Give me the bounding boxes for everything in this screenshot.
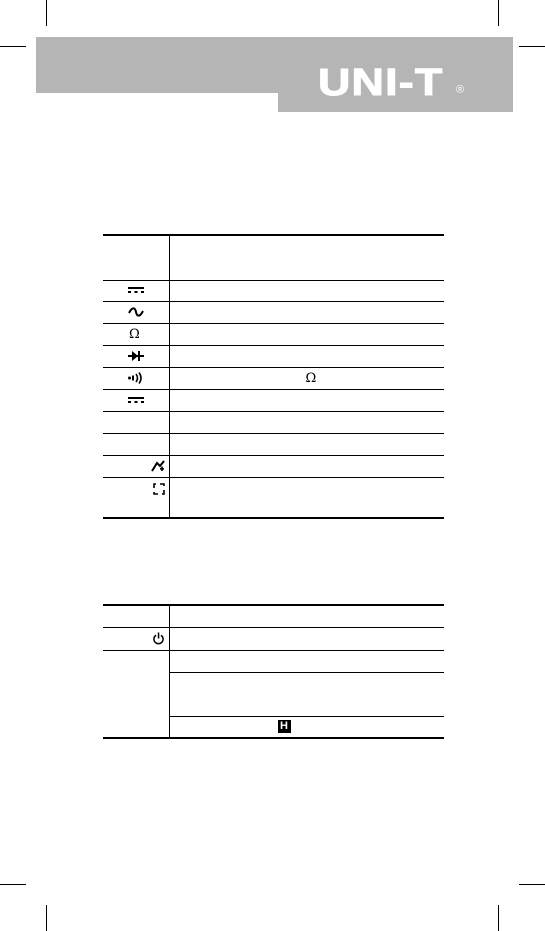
symbol-cell — [103, 367, 169, 389]
table-row — [103, 433, 444, 455]
description-cell — [169, 323, 444, 345]
table-row — [103, 301, 444, 323]
symbol-cell — [103, 323, 169, 345]
crop-mark-top-right-v — [498, 0, 499, 26]
continuity-beeper-icon — [127, 372, 145, 384]
symbol-cell — [103, 433, 169, 455]
symbol-cell — [103, 605, 169, 627]
ac-tilde-icon — [128, 307, 144, 317]
symbol-cell — [103, 301, 169, 323]
description-cell — [169, 411, 444, 433]
hold-icon: H — [278, 720, 291, 733]
symbol-cell — [103, 235, 169, 280]
table-row — [103, 323, 444, 345]
description-cell — [169, 605, 444, 627]
description-cell — [169, 716, 444, 738]
crop-mark-bottom-left-v — [46, 905, 47, 931]
crop-mark-bottom-right-v — [498, 905, 499, 931]
symbol-cell — [103, 411, 169, 433]
table-row — [103, 345, 444, 367]
logo-text: UNI-T — [318, 62, 444, 104]
symbol-table — [103, 234, 444, 519]
crop-mark-top-left-h — [0, 46, 26, 47]
description-cell — [169, 672, 444, 716]
description-cell — [169, 433, 444, 455]
description-cell — [169, 627, 444, 650]
table-row — [103, 627, 444, 650]
key-table — [103, 604, 444, 739]
crop-mark-bottom-right-h — [519, 884, 545, 885]
crop-mark-top-right-h — [519, 46, 545, 47]
description-cell — [169, 389, 444, 411]
symbol-cell — [103, 627, 169, 650]
symbol-cell — [103, 345, 169, 367]
table-row — [103, 367, 444, 389]
diode-icon — [128, 350, 144, 362]
ohm-inline-icon: Ω — [305, 371, 317, 386]
table-row — [103, 411, 444, 433]
description-cell — [169, 477, 444, 518]
crop-mark-bottom-left-h — [0, 884, 26, 885]
crop-mark-top-left-v — [46, 0, 47, 26]
description-cell — [169, 345, 444, 367]
dc-icon — [127, 285, 145, 295]
dc-icon — [127, 395, 145, 405]
table-row — [103, 605, 444, 627]
description-cell — [169, 301, 444, 323]
symbol-cell — [103, 455, 169, 477]
description-cell — [169, 280, 444, 301]
power-icon — [152, 632, 165, 645]
table-row — [103, 235, 444, 280]
description-cell — [169, 650, 444, 672]
brand-logo — [318, 62, 468, 104]
symbol-cell — [103, 477, 169, 518]
symbol-cell — [103, 650, 169, 738]
table-row — [103, 477, 444, 518]
table-row — [103, 280, 444, 301]
auto-power-off-icon — [151, 460, 165, 472]
description-cell — [169, 235, 444, 280]
description-cell — [169, 455, 444, 477]
symbol-cell — [103, 280, 169, 301]
table-row — [103, 650, 444, 672]
description-cell — [169, 367, 444, 389]
registered-mark: ® — [456, 84, 465, 96]
table-row — [103, 389, 444, 411]
symbol-cell — [103, 389, 169, 411]
ohm-icon: Ω — [129, 327, 140, 342]
auto-range-icon — [153, 483, 165, 495]
table-row — [103, 455, 444, 477]
